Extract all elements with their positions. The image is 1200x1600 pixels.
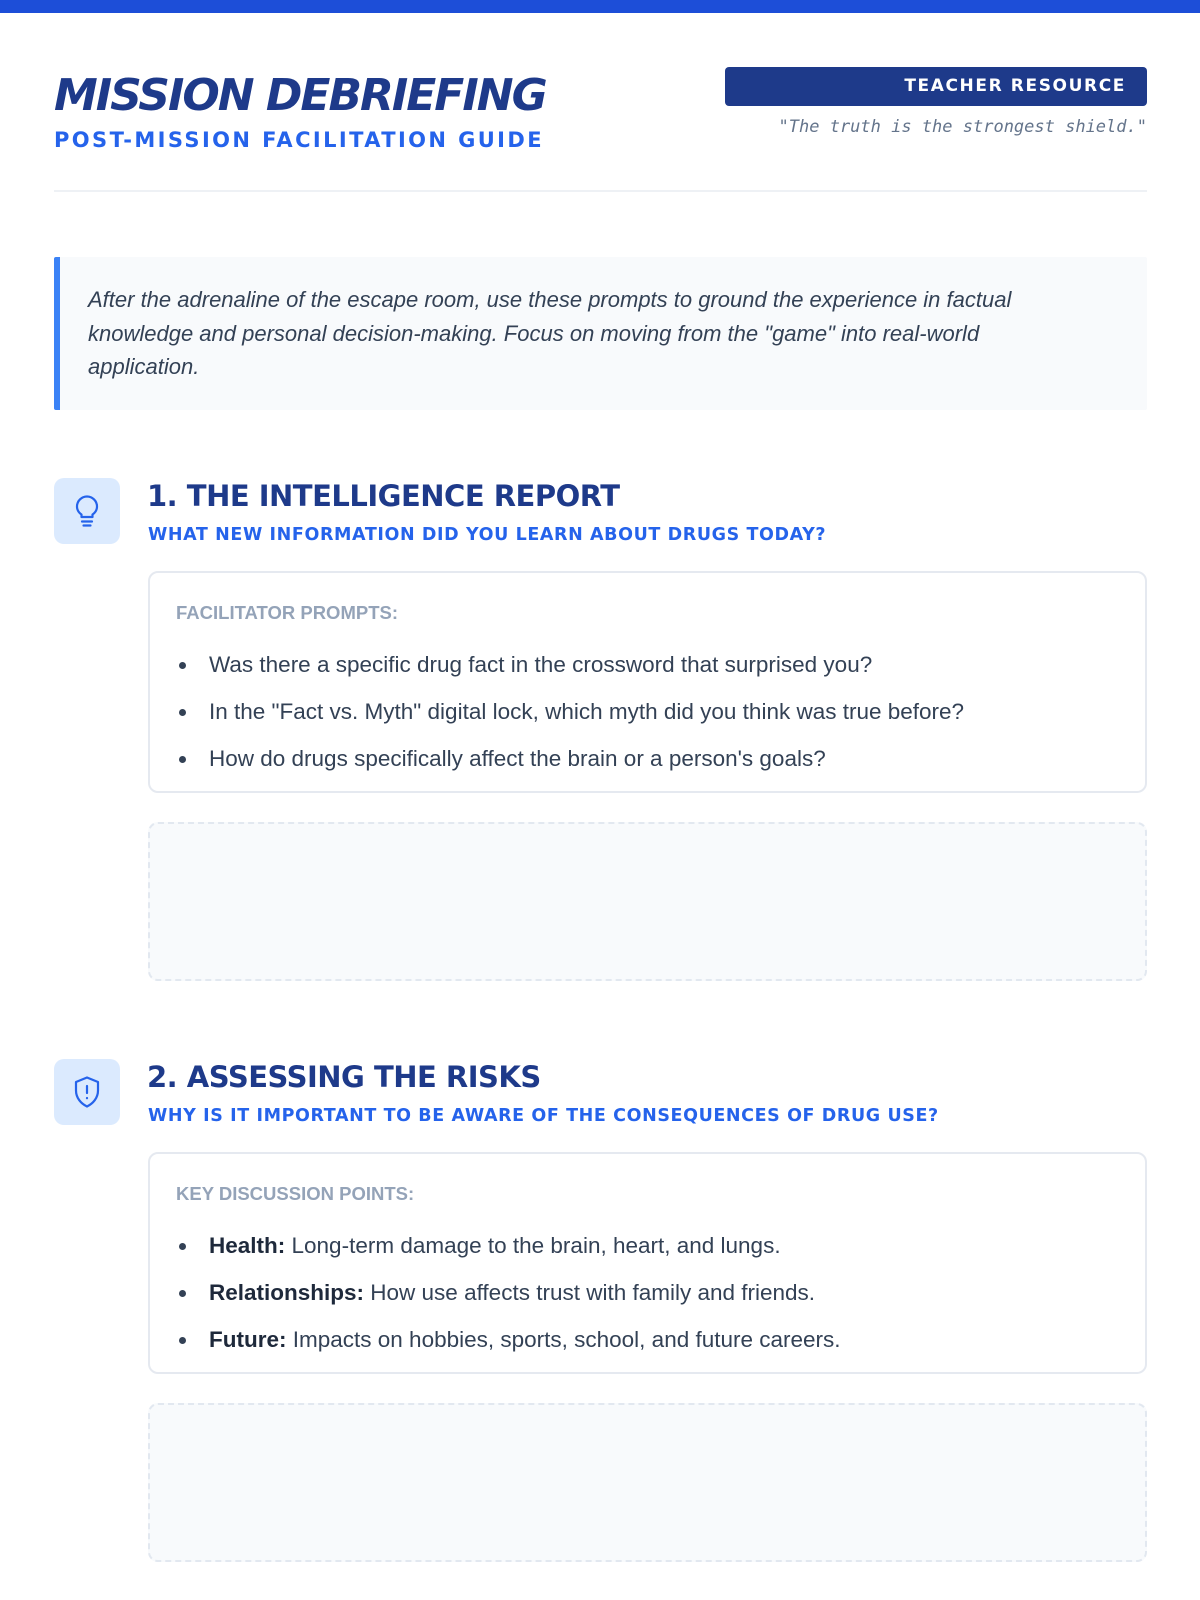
- discussion-list: [176, 1222, 1126, 1363]
- list-item: Relationships: How use affects trust with family and friends.: [176, 1269, 1126, 1316]
- section-question: WHY IS IT IMPORTANT TO BE AWARE OF THE CONSEQUENCES OF DRUG USE?: [148, 1106, 939, 1126]
- prompts-label: FACILITATOR PROMPTS:: [176, 602, 398, 623]
- section-title: 2. ASSESSING THE RISKS: [147, 1060, 541, 1094]
- list-item: In the "Fact vs. Myth" digital lock, which myth did you think was true before?: [176, 688, 1126, 735]
- prompts-list: [176, 641, 1126, 782]
- discussion-points-card: [148, 1152, 1147, 1374]
- lightbulb-icon: [54, 478, 120, 544]
- page-title: MISSION DEBRIEFING: [54, 70, 546, 121]
- facilitator-prompts-card: [148, 571, 1147, 793]
- list-item: How do drugs specifically affect the brain or a person's goals?: [176, 735, 1126, 782]
- page-subtitle: POST-MISSION FACILITATION GUIDE: [54, 128, 544, 152]
- list-item: Was there a specific drug fact in the crossword that surprised you?: [176, 641, 1126, 688]
- prompts-label: KEY DISCUSSION POINTS:: [176, 1183, 415, 1204]
- list-item: Future: Impacts on hobbies, sports, school, and future careers.: [176, 1316, 1126, 1363]
- section-question: WHAT NEW INFORMATION DID YOU LEARN ABOUT DRUGS TODAY?: [148, 525, 827, 545]
- section-title: 1. THE INTELLIGENCE REPORT: [147, 479, 620, 513]
- page-header: [54, 66, 1147, 192]
- intro-callout: After the adrenaline of the escape room, use these prompts to ground the experience in factual knowledge and personal decision-making. Focus on moving from the "game" into real-world application.: [54, 257, 1147, 410]
- shield-alert-icon: [54, 1059, 120, 1125]
- tagline-quote: "The truth is the strongest shield.": [778, 117, 1147, 137]
- response-notes-area[interactable]: [148, 822, 1147, 981]
- list-item: Health: Long-term damage to the brain, heart, and lungs.: [176, 1222, 1126, 1269]
- response-notes-area[interactable]: [148, 1403, 1147, 1562]
- top-accent-bar: [0, 0, 1200, 13]
- resource-badge: TEACHER RESOURCE: [725, 67, 1147, 106]
